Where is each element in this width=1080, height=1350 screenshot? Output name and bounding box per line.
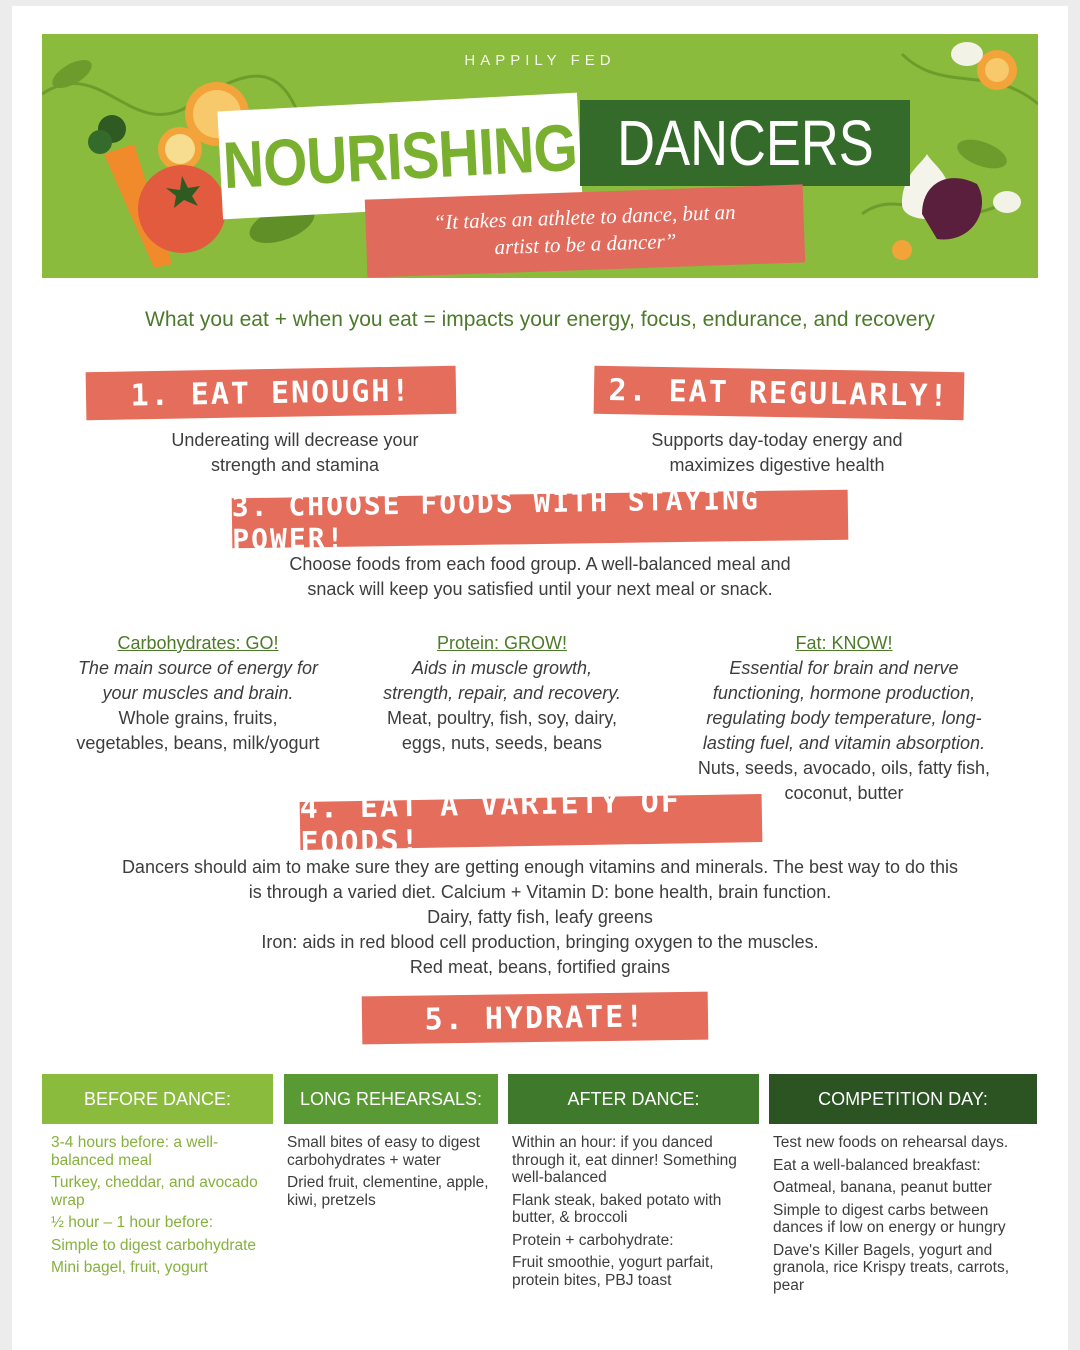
protein-desc-1: Aids in muscle growth,	[411, 658, 593, 678]
section-1-ribbon	[86, 366, 457, 420]
list-item: Simple to digest carbohydrate	[51, 1236, 257, 1254]
fat-desc-4: lasting fuel, and vitamin absorption.	[702, 733, 986, 753]
section-5-title: 5. HYDRATE!	[424, 998, 646, 1038]
list-item: ½ hour – 1 hour before:	[51, 1214, 214, 1231]
list-item: Protein + carbohydrate:	[512, 1231, 674, 1249]
long-rehearsals-list	[287, 1134, 495, 1214]
list-item: Dried fruit, clementine, apple, kiwi, pretzels	[287, 1174, 489, 1209]
title-dancers	[580, 100, 910, 186]
carbohydrates-desc-1: The main source of energy for	[77, 658, 319, 678]
list-item: Eat a well-balanced breakfast:	[773, 1156, 981, 1174]
long-rehearsals-title: LONG REHEARSALS:	[299, 1088, 483, 1109]
carbohydrates-column	[50, 631, 346, 756]
competition-day-header	[769, 1074, 1037, 1124]
competition-day-title: COMPETITION DAY:	[818, 1088, 988, 1109]
fat-desc-1: Essential for brain and nerve	[729, 658, 959, 678]
carbohydrates-foods-1: Whole grains, fruits,	[118, 708, 278, 728]
variety-line-1: Dancers should aim to make sure they are getting enough vitamins and minerals. The best way to do this	[121, 857, 959, 877]
list-item: Within an hour: if you danced through it, eat dinner! Something well-balanced	[512, 1134, 737, 1186]
title-left-text: NOURISHING	[221, 109, 579, 203]
quote-line-1: “It takes an athlete to dance, but an	[433, 199, 736, 235]
variety-line-3: Dairy, fatty fish, leafy greens	[427, 907, 653, 927]
carbohydrates-foods-2: vegetables, beans, milk/yogurt	[76, 733, 320, 753]
fat-heading: Fat: KNOW!	[795, 633, 893, 653]
list-item: Turkey, cheddar, and avocado wrap	[51, 1174, 258, 1209]
carbohydrates-heading: Carbohydrates: GO!	[117, 633, 279, 653]
list-item: Test new foods on rehearsal days.	[773, 1134, 1009, 1151]
variety-line-4: Iron: aids in red blood cell production, bringing oxygen to the muscles.	[261, 932, 819, 952]
section-1-line-1: Undereating will decrease your	[171, 430, 419, 450]
quote-line-2: artist to be a dancer”	[494, 228, 677, 260]
list-item: Mini bagel, fruit, yogurt	[51, 1259, 208, 1276]
section-2-title: 2. EAT REGULARLY!	[608, 372, 950, 414]
section-5-ribbon	[362, 992, 709, 1045]
fat-foods-1: Nuts, seeds, avocado, oils, fatty fish,	[697, 758, 991, 778]
variety-line-5: Red meat, beans, fortified grains	[409, 957, 671, 977]
section-1-title: 1. EAT ENOUGH!	[130, 373, 412, 413]
section-4-ribbon	[299, 784, 763, 862]
section-4-title: 4. EAT A VARIETY OF FOODS!	[299, 784, 682, 862]
variety-line-2: is through a varied diet. Calcium + Vitamin D: bone health, brain function.	[248, 882, 832, 902]
after-dance-header	[508, 1074, 759, 1124]
list-item: Fruit smoothie, yogurt parfait, protein bites, PBJ toast	[512, 1254, 714, 1289]
fat-desc-3: regulating body temperature, long-	[706, 708, 982, 728]
protein-foods-2: eggs, nuts, seeds, beans	[401, 733, 603, 753]
section-3-line-1: Choose foods from each food group. A well-balanced meal and	[289, 554, 791, 574]
variety-text	[40, 855, 1040, 980]
fat-desc-2: functioning, hormone production,	[712, 683, 976, 703]
section-3-line-2: snack will keep you satisfied until your next meal or snack.	[307, 579, 773, 599]
list-item: Oatmeal, banana, peanut butter	[773, 1179, 992, 1196]
before-dance-title: BEFORE DANCE:	[83, 1088, 232, 1109]
protein-foods-1: Meat, poultry, fish, soy, dairy,	[386, 708, 618, 728]
section-2-line-1: Supports day-today energy and	[651, 430, 903, 450]
section-2-ribbon	[594, 366, 965, 420]
section-3-desc	[200, 552, 880, 602]
carbohydrates-desc-2: your muscles and brain.	[102, 683, 294, 703]
list-item: Flank steak, baked potato with butter, & broccoli	[512, 1191, 722, 1226]
title-right-text: DANCERS	[616, 107, 874, 179]
protein-desc-2: strength, repair, and recovery.	[383, 683, 621, 703]
fat-foods-2: coconut, butter	[784, 783, 904, 803]
section-1-line-2: strength and stamina	[210, 455, 380, 475]
intro-text: What you eat + when you eat = impacts your energy, focus, endurance, and recovery	[145, 308, 935, 331]
list-item: Dave's Killer Bagels, yogurt and granola, rice Krispy treats, carrots, pear	[773, 1241, 1010, 1294]
after-dance-list	[512, 1134, 758, 1294]
list-item: Simple to digest carbs between dances if low on energy or hungry	[773, 1201, 1006, 1236]
competition-day-list	[773, 1134, 1031, 1299]
long-rehearsals-header	[284, 1074, 498, 1124]
section-3-title: 3. CHOOSE FOODS WITH STAYING POWER!	[231, 482, 760, 557]
section-2-line-2: maximizes digestive health	[669, 455, 885, 475]
section-2-desc	[592, 428, 962, 478]
fat-column	[672, 631, 1016, 806]
before-dance-list	[51, 1134, 265, 1282]
list-item: 3-4 hours before: a well-balanced meal	[51, 1134, 219, 1169]
header-banner	[42, 34, 1038, 278]
quote-ribbon	[365, 184, 805, 277]
section-3-ribbon	[231, 482, 849, 557]
protein-column	[354, 631, 650, 756]
before-dance-header	[42, 1074, 273, 1124]
protein-heading: Protein: GROW!	[436, 633, 568, 653]
brand-name: HAPPILY FED	[464, 52, 616, 69]
list-item: Small bites of easy to digest carbohydrates + water	[287, 1134, 480, 1169]
after-dance-title: AFTER DANCE:	[567, 1088, 700, 1109]
section-1-desc	[110, 428, 480, 478]
